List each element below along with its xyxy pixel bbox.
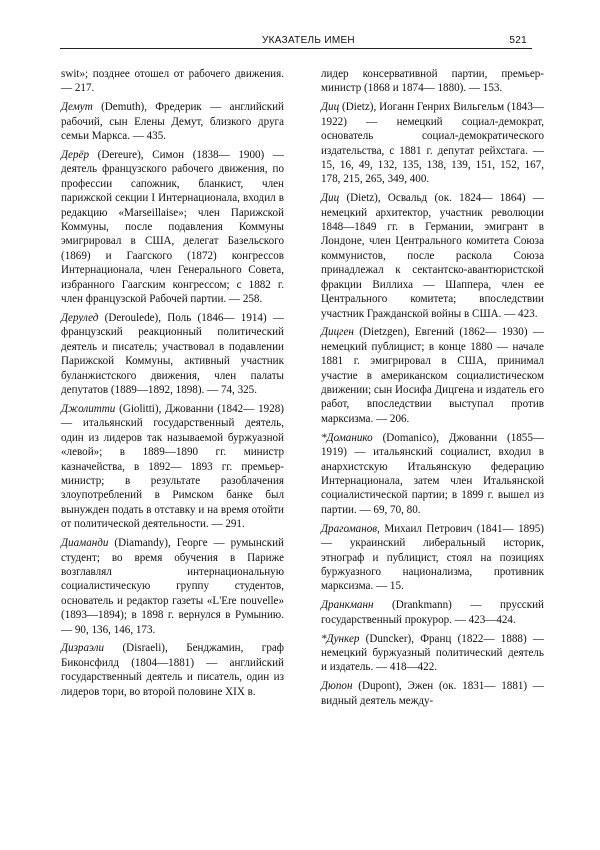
page-number: 521: [509, 35, 527, 46]
entry-text: (Domanico), Джованни (1855— 1919) — итальянский социалист, входил в анархистскую Итальянскую федерацию Интернационала, затем член Итальянской социалистической партии; в 1899 г. вышел из партии. — 69, 70, 80.: [321, 431, 544, 516]
index-entry: [61, 641, 284, 699]
entry-text: Михаил Петрович (1841— 1895) — украинский либеральный историк, этнограф и публицист, стоял на позициях буржуазного национализма, противник марксизма. — 15.: [321, 522, 545, 593]
left-column: [61, 67, 284, 704]
entry-name: *Дункер: [321, 632, 360, 645]
entry-text: (Disraeli), Бенджамин, граф Биконсфилд (1804—1881) — английский государственный деятель и писатель, один из лидеров тори, во второй половине XIX в.: [61, 642, 284, 698]
entry-text: swit»; позднее отошел от рабочего движения. — 217.: [61, 68, 284, 95]
header-title: УКАЗАТЕЛЬ ИМЕН: [262, 35, 355, 46]
entry-name: Демут: [61, 101, 93, 114]
entry-text: (Dietz), Освальд (ок. 1824— 1864) — немецкий архитектор, участник революции 1848—1849 гг. в Германии, эмигрант в Лондоне, член Центрального комитета Союза коммунистов, после раскола Союза принадлежал к сектантско-авантюристской фракции Виллиха — Шаппера, член ее Центрального комитета; впоследствии участник Гражданской войны в США. — 423.: [321, 192, 544, 320]
entry-name: Дицген: [321, 326, 354, 339]
index-entry: [61, 67, 284, 96]
index-entry: [61, 311, 284, 397]
index-entry: [321, 67, 544, 96]
entry-text: (Giolitti), Джованни (1842— 1928) — итальянский государственный деятель, один из лидеров так называемой буржуазной «левой»; в 1889—1890 гг. министр казначейства, в 1892— 1893 гг. премьер-министр; в результате разоблачения злоупотреблений в Римском банке был вынужден подать в отставку и на время отойти от политической деятельности. — 291.: [61, 402, 284, 531]
entry-name: Дранкманн: [321, 599, 374, 612]
entry-name: Джолитти: [61, 402, 116, 415]
entry-text: лидер консервативной партии, премьер-министр (1868 и 1874— 1880). — 153.: [321, 68, 544, 95]
index-entry: [61, 100, 284, 143]
entry-name: Диц: [321, 101, 340, 114]
entry-text: (Diamandy), Георге — румынский студент; во время обучения в Париже возглавлял интернациональную социалистическую группу студентов, основатель и редактор газеты «L'Ere nouvelle» (1893—1894); в 1898 г. вернулся в Румынию. — 90, 136, 146, 173.: [61, 537, 284, 636]
right-column: [321, 67, 544, 713]
entry-name: Дерёр: [61, 149, 89, 162]
entry-name: Дизраэли: [61, 642, 105, 655]
entry-name: Драгоманов,: [321, 522, 380, 535]
entry-text: (Deroulede), Поль (1846— 1914) — французский реакционный политический деятель и писатель; участвовал в подавлении Парижской Коммуны, активный участник буланжистского движения, член палаты депутатов (1889—1892, 1898). — 74, 325.: [61, 312, 284, 397]
entry-name: *Доманико: [321, 431, 373, 444]
index-entry: [321, 100, 544, 186]
index-entry: [321, 191, 544, 321]
entry-text: (Dietzgen), Евгений (1862— 1930) — немецкий публицист; в конце 1880 — начале 1881 г. эмигрировал в США, принимал участие в американском социалистическом движении; сын Иосифа Дицгена и издатель его работ, впоследствии выступал против марксизма. — 206.: [321, 326, 544, 425]
entry-text: (Drankmann) — прусский государственный прокурор. — 423—424.: [321, 599, 544, 626]
running-header: [60, 32, 532, 49]
entry-text: (Demuth), Фредерик — английский рабочий, сын Елены Демут, близкого друга семьи Маркса. — 435.: [61, 101, 284, 143]
entry-name: Дерулед: [61, 312, 99, 324]
index-entry: [321, 431, 544, 517]
entry-name: Диц: [321, 192, 340, 205]
entry-name: Дюпон: [321, 680, 353, 693]
index-entry: [321, 632, 544, 675]
index-entry: [321, 325, 544, 426]
index-entry: [61, 148, 284, 306]
entry-text: (Duncker), Франц (1822— 1888) — немецкий буржуазный политический деятель и издатель. — 418—422.: [321, 632, 544, 674]
index-entry: [321, 522, 544, 594]
entry-name: Диаманди: [61, 537, 109, 550]
index-entry: [61, 536, 284, 637]
index-entry: [61, 402, 284, 532]
index-entry: [321, 598, 544, 627]
entry-text: (Dereure), Симон (1838— 1900) — деятель французского рабочего движения, по профессии сапожник, бланкист, член парижской секции I Интернационала, входил в редакцию «Marseillaise»; член Парижской Коммуны, после подавления Коммуны эмигрировал в США, делегат Базельского (1869) и Гаагского (1872) конгрессов Интернационала, член Генерального Совета, избранного Гаагским конгрессом; с 1882 г. член французской Рабочей партии. — 258.: [61, 149, 284, 306]
index-entry: [321, 679, 544, 708]
entry-text: (Dupont), Эжен (ок. 1831— 1881) — видный деятель между-: [321, 680, 544, 707]
entry-text: (Dietz), Иоганн Генрих Вильгельм (1843—1922) — немецкий социал-демократ, основатель социал-демократического издательства, с 1881 г. депутат рейхстага. — 15, 16, 49, 132, 135, 138, 139, 151, 152, 167, 178, 215, 265, 349, 400.: [321, 101, 544, 186]
